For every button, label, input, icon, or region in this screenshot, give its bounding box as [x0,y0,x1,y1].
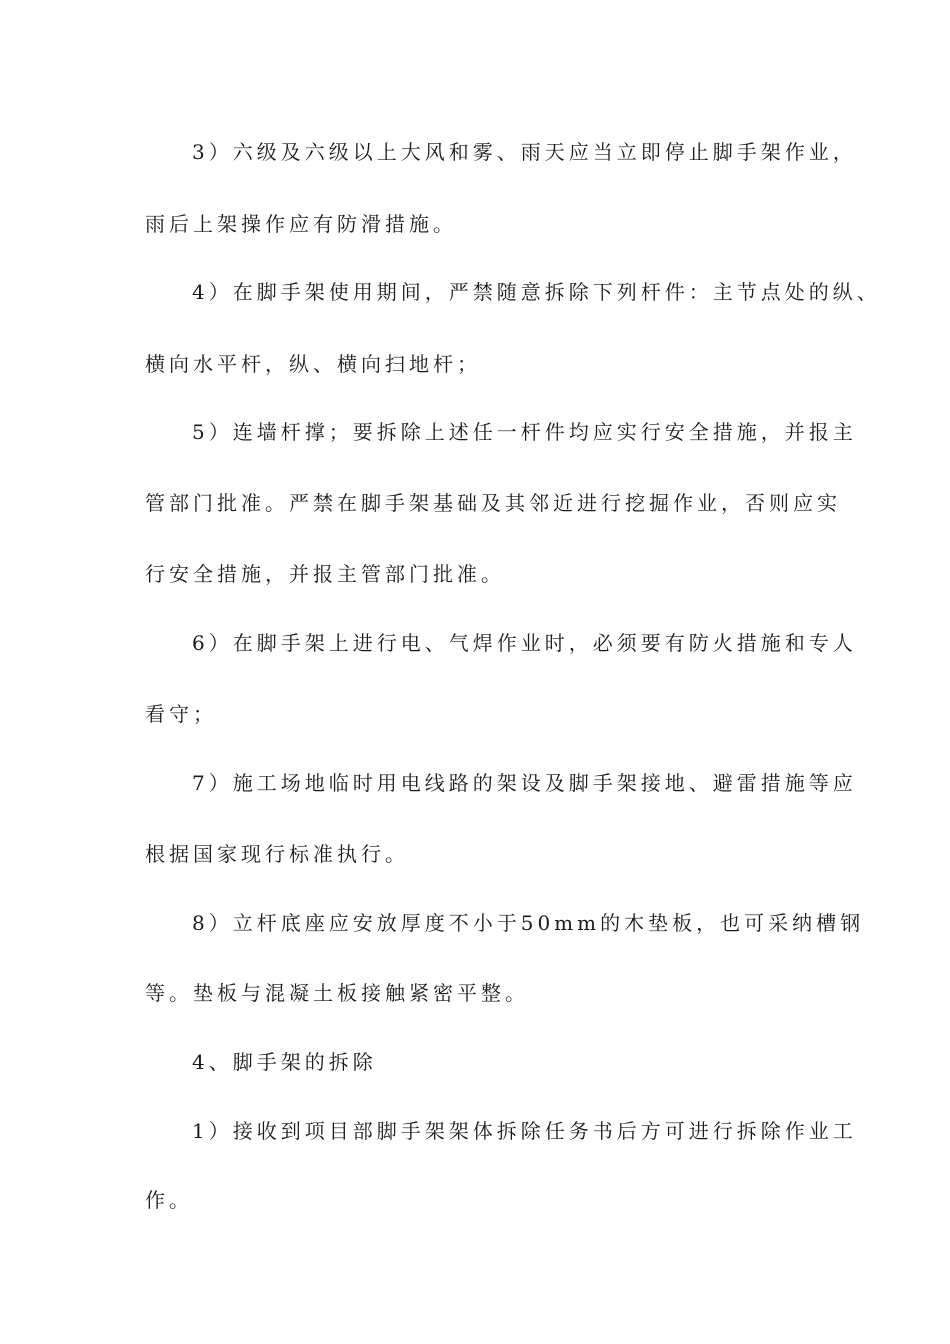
section-heading-scaffold-removal: 4、脚手架的拆除 [192,1050,377,1074]
paragraph-8-line-1: 8）立杆底座应安放厚度不小于50mm的木垫板，也可采纳槽钢 [192,911,865,935]
paragraph-3-line-2: 雨后上架操作应有防滑措施。 [145,212,457,236]
paragraph-removal-1-line-2: 作。 [145,1188,193,1212]
paragraph-3-line-1: 3）六级及六级以上大风和雾、雨天应当立即停止脚手架作业， [192,140,857,164]
paragraph-7-line-1: 7）施工场地临时用电线路的架设及脚手架接地、避雷措施等应 [192,771,857,795]
paragraph-5-line-2: 管部门批准。严禁在脚手架基础及其邻近进行挖掘作业，否则应实 [145,491,841,515]
paragraph-4-line-2: 横向水平杆，纵、横向扫地杆； [145,352,481,376]
paragraph-5-line-1: 5）连墙杆撑；要拆除上述任一杆件均应实行安全措施，并报主 [192,420,857,444]
paragraph-4-line-1: 4）在脚手架使用期间，严禁随意拆除下列杆件：主节点处的纵、 [192,280,881,304]
paragraph-8-line-2: 等。垫板与混凝土板接触紧密平整。 [145,981,529,1005]
paragraph-5-line-3: 行安全措施，并报主管部门批准。 [145,562,505,586]
paragraph-removal-1-line-1: 1）接收到项目部脚手架架体拆除任务书后方可进行拆除作业工 [192,1119,857,1143]
paragraph-6-line-1: 6）在脚手架上进行电、气焊作业时，必须要有防火措施和专人 [192,631,857,655]
paragraph-7-line-2: 根据国家现行标准执行。 [145,842,409,866]
paragraph-6-line-2: 看守； [145,702,217,726]
